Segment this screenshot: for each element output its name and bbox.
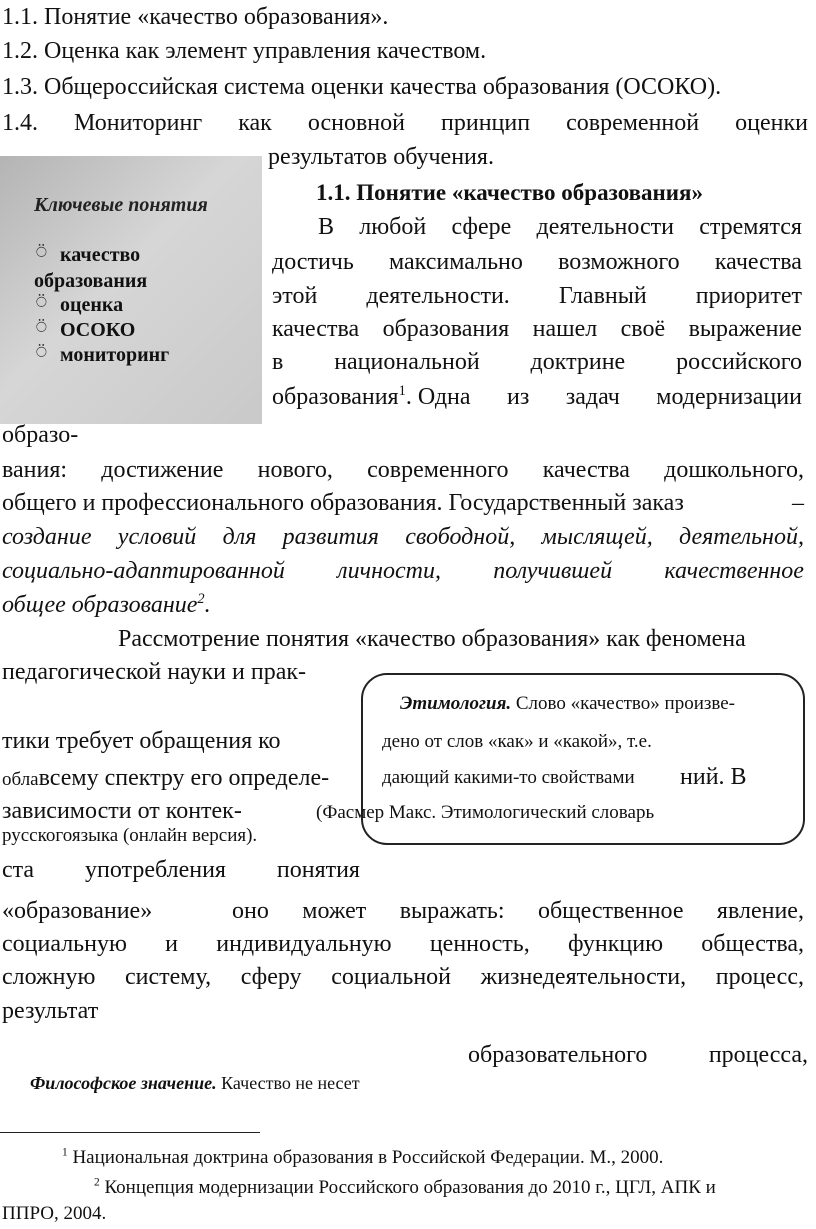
footnote-ref-2[interactable]: 2 [197,591,205,607]
section-heading: 1.1. Понятие «качество образования» [316,180,704,205]
toc-item-3: 1.3. Общероссийская система оценки качества образования (ОСОКО). [2,74,722,100]
footnote-ref-1[interactable]: 1 [398,383,406,399]
philosophy-label: Философское значение. [30,1073,217,1093]
toc-item-4: 1.4. Мониторинг как основной принцип современной оценки [2,110,808,136]
concept-item: мониторинг [60,344,170,366]
paragraph-line: Рассмотрение понятия «качество образования» как феномена [118,626,746,652]
paragraph-line: общего и профессионального образования. Государственный заказ – [2,490,804,516]
paragraph-line: В любой сфере деятельности стремятся [318,214,802,240]
paragraph-line: оно может выражать: общественное явление, [232,898,804,924]
paragraph-line: социальную и индивидуальную ценность, функцию общества, [2,931,804,957]
paragraph-line: образо- [2,422,79,448]
toc-item-4-continuation: результатов обучения. [268,144,494,170]
paragraph-line: общее образование$^2$. [2,591,211,618]
paragraph-line: создание условий для развития свободной, мыслящей, деятельной, [2,524,804,550]
toc-item-2: 1.2. Оценка как элемент управления качеством. [2,38,487,64]
concept-item: качество [60,244,141,266]
footnote-1: $^1$ Национальная доктрина образования в Российской Федерации. М., 2000. [62,1146,664,1168]
concept-item: оценка [60,294,124,316]
paragraph-line: облавсему спектру его определе- [2,765,330,791]
key-concepts-title: Ключевые понятия [34,194,208,216]
bullet-icon: ⍥ [36,342,47,363]
etymology-line: Этимология. Слово «качество» произве- [400,693,735,714]
key-concepts-box [0,156,262,424]
paragraph-line: результат [2,998,99,1024]
bullet-icon: ⍥ [36,292,47,313]
footnote-separator [0,1132,260,1133]
concept-item: ОСОКО [60,319,136,341]
etymology-line: дено от слов «как» и «какой», т.е. [382,731,652,752]
paragraph-line: зависимости от контек- [2,798,242,824]
concept-item: образования [34,270,148,292]
bullet-icon: ⍥ [36,242,47,263]
etymology-line: (Фасмер Макс. Этимологический словарь [316,802,655,823]
paragraph-line: вания: достижение нового, современного качества дошкольного, [2,457,804,483]
paragraph-line: ста употребления понятия [2,857,360,883]
paragraph-line: этой деятельности. Главный приоритет [272,283,802,309]
paragraph-line: сложную систему, сферу социальной жизнедеятельности, процесс, [2,964,804,990]
paragraph-line: социально-адаптированной личности, получившей качественное [2,558,804,584]
paragraph-line: русскогоязыка (онлайн версия). [2,825,258,846]
paragraph-line: качества образования нашел своё выражение [272,316,802,342]
paragraph-line: образования$^1$. Одна из задач модернизации [272,383,802,410]
paragraph-line: образовательного процесса, [468,1042,808,1068]
paragraph-line: ний. В [680,764,747,790]
philosophy-note: Философское значение. Качество не несет [30,1073,360,1093]
bullet-icon: ⍥ [36,317,47,338]
paragraph-line: в национальной доктрине российского [272,349,802,375]
footnote-2-continuation: ППРО, 2004. [2,1203,107,1224]
footnote-2: $^2$ Концепция модернизации Российского образования до 2010 г., ЦГЛ, АПК и [94,1176,716,1198]
paragraph-line: достичь максимально возможного качества [272,249,802,275]
paragraph-line: «образование» [2,898,153,924]
paragraph-line: педагогической науки и прак- [2,659,307,685]
toc-item-1: 1.1. Понятие «качество образования». [2,4,389,30]
etymology-label: Этимология. [400,693,512,714]
paragraph-line: тики требует обращения ко [2,728,281,754]
etymology-line: дающий какими-то свойствами [382,767,635,788]
